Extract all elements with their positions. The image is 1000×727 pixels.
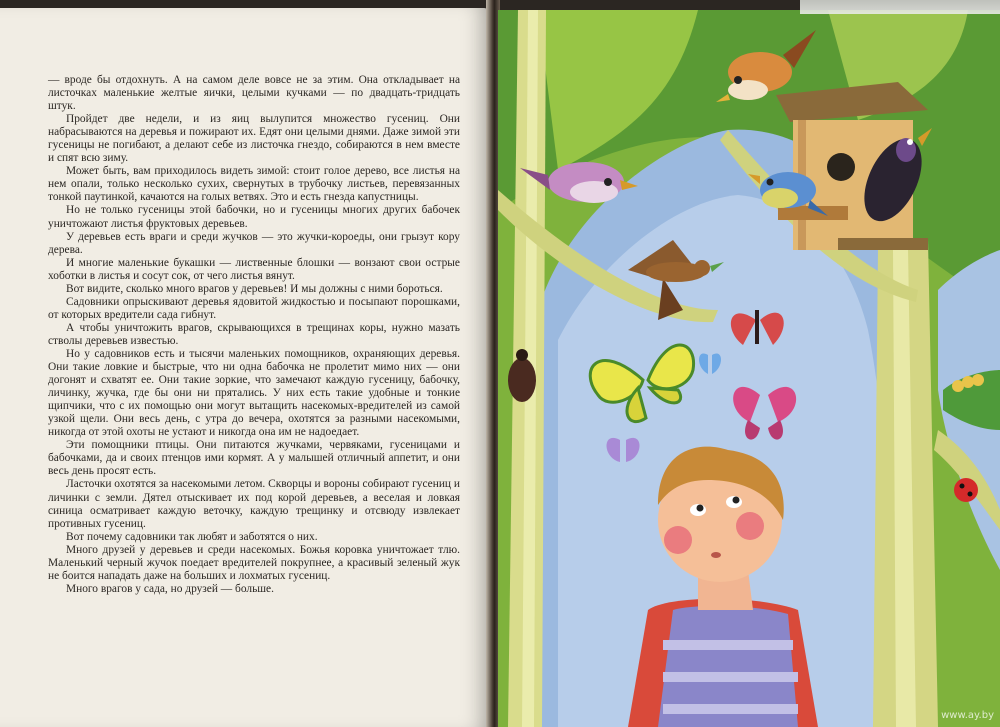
paragraph: Вот видите, сколько много врагов у деревьев! И мы должны с ними бороться. [66, 282, 443, 295]
paragraph: Но у садовников есть и тысячи маленьких помощников, охраняющих деревья. Они такие ловкие и быстрые, что ни одна бабочка не пролетит мимо них — они догонят и схватят ее. Они такие зоркие, что замечают каждую гусеницу, бабочку, личинку, жучка, где бы они ни прятались. У них есть такие удобные и тонкие щипчики, что с их помощью они могут вытащить насекомых-вредителей из самой узкой щели. Они весь день, с утра до вечера, охотятся за разными насекомыми, никогда от этой охоты не устают и никогда она им не надоедает. [48, 347, 460, 439]
illustration-birds-butterflies-boy-icon [498, 10, 1000, 727]
paragraph: Но не только гусеницы этой бабочки, но и гусеницы многих других бабочек уничтожают листья фруктовых деревьев. [48, 204, 460, 230]
paragraph: И многие маленькие букашки — лиственные блошки — вонзают свои острые хоботки в листья и сосут сок, от чего листья вянут. [48, 256, 460, 282]
paragraph: Пройдет две недели, и из яиц вылупится множество гусениц. Они набрасываются на деревья и пожирают их. Едят они целыми днями. Даже зимой эти гусеницы не погибают, а делают себе из листочка гнездо, собираются в нем вместе и спят всю зиму. [48, 113, 460, 165]
watermark: www.ay.by [941, 710, 994, 721]
ladybug [954, 478, 978, 502]
butterfly-red [731, 310, 784, 345]
paragraph: — вроде бы отдохнуть. А на самом деле вовсе не за этим. Она откладывает на листочках маленькие желтые яички, целыми кучками — по двадцать-тридцать штук. [48, 74, 460, 113]
text-page [0, 8, 488, 727]
paragraph: Эти помощники птицы. Они питаются жучками, червяками, гусеницами и бабочками, да и своих птенцов ими кормят. А у малышей отличный аппетит, и они весь день просят есть. [48, 439, 460, 478]
illustration-page [498, 10, 1000, 727]
paragraph: Садовники опрыскивают деревья ядовитой жидкостью и посыпают порошками, от которых вредители сада гибнут. [48, 295, 460, 321]
paragraph: Ласточки охотятся за насекомыми летом. Скворцы и вороны собирают гусениц и личинки с земли. Дятел отыскивает их под корой деревьев, а веселая и ловкая синица осматривает каждую веточку, каждую трещинку и отсвюду извлекает противных гусениц. [48, 478, 460, 530]
body-text [48, 74, 460, 596]
paragraph: А чтобы уничтожить врагов, скрывающихся в трещинах коры, нужно мазать стволы деревьев известью. [48, 321, 460, 347]
tape-strip [800, 0, 1000, 14]
paragraph: Много друзей у деревьев и среди насекомых. Божья коровка уничтожает тлю. Маленький черный жучок поедает вредителей покрупнее, а красивый зеленый жук не боится нападать даже на больших и лохматых гусениц. [48, 543, 460, 582]
paragraph: Много врагов у сада, но друзей — больше. [66, 582, 274, 595]
paragraph: Вот почему садовники так любят и заботятся о них. [66, 530, 318, 543]
paragraph: Может быть, вам приходилось видеть зимой: стоит голое дерево, все листья на нем опали, только несколько сухих, свернутых в трубочку листьев, перевязанных тонкой паутинкой, качаются на голых ветвях. Это и есть гнезда капустницы. [48, 165, 460, 204]
paragraph: У деревьев есть враги и среди жучков — это жучки-короеды, они грызут кору дерева. [48, 230, 460, 256]
